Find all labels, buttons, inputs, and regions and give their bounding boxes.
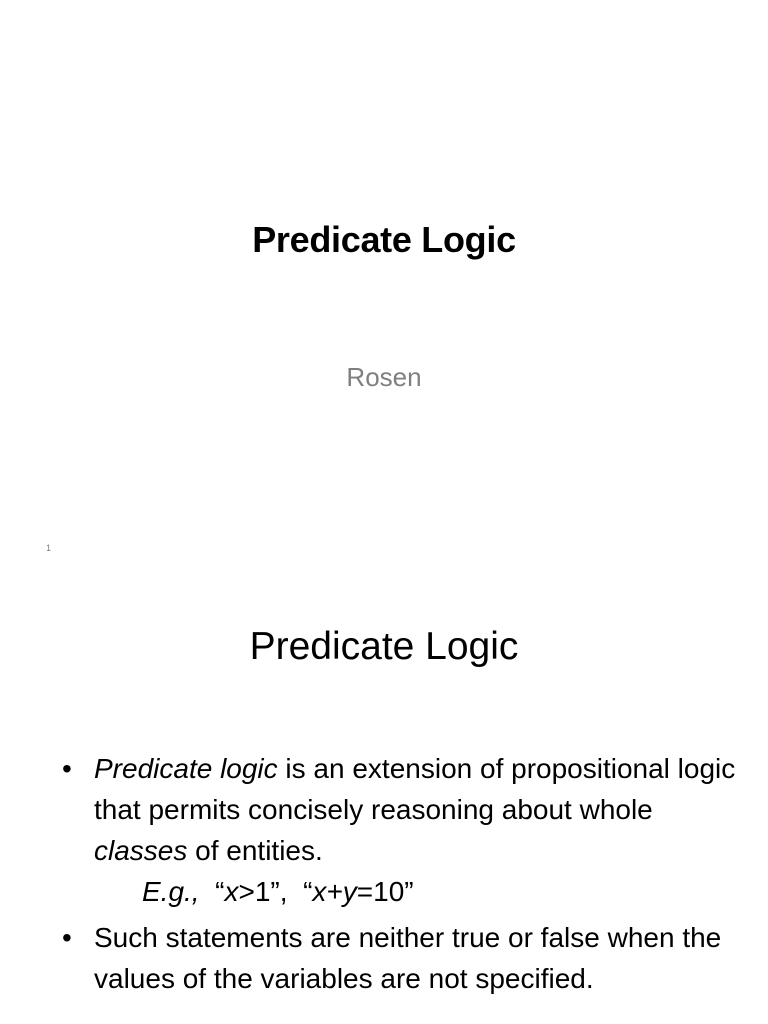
bullet-item xyxy=(62,917,752,999)
content-slide xyxy=(0,576,768,1024)
example-var-y: y xyxy=(342,876,357,907)
term-classes: classes xyxy=(94,835,188,866)
example-text: >1”, “ xyxy=(238,876,313,907)
bullet-list xyxy=(62,748,752,999)
bullet-text: is an extension of propositional logic that permits concisely reasoning about whole xyxy=(94,753,736,825)
example-text: + xyxy=(326,876,343,907)
bullet-icon: • xyxy=(62,753,72,784)
example-var-x: x xyxy=(224,876,239,907)
slide-title: Predicate Logic xyxy=(249,625,519,668)
bullet-text: Such statements are neither true or false when the values of the variables are not specified. xyxy=(94,922,722,994)
bullet-text: of entities. xyxy=(187,835,323,866)
example-line xyxy=(62,871,752,912)
term-predicate-logic: Predicate logic xyxy=(94,753,278,784)
example-text: =10” xyxy=(356,876,414,907)
example-eg: E.g., xyxy=(142,876,200,907)
slide-number: 1 xyxy=(46,543,52,553)
slide-subtitle: Rosen xyxy=(346,362,422,392)
example-var-x: x xyxy=(312,876,327,907)
slide-title: Predicate Logic xyxy=(252,219,516,260)
bullet-item xyxy=(62,748,752,871)
bullet-icon: • xyxy=(62,922,72,953)
example-text: “ xyxy=(199,876,225,907)
